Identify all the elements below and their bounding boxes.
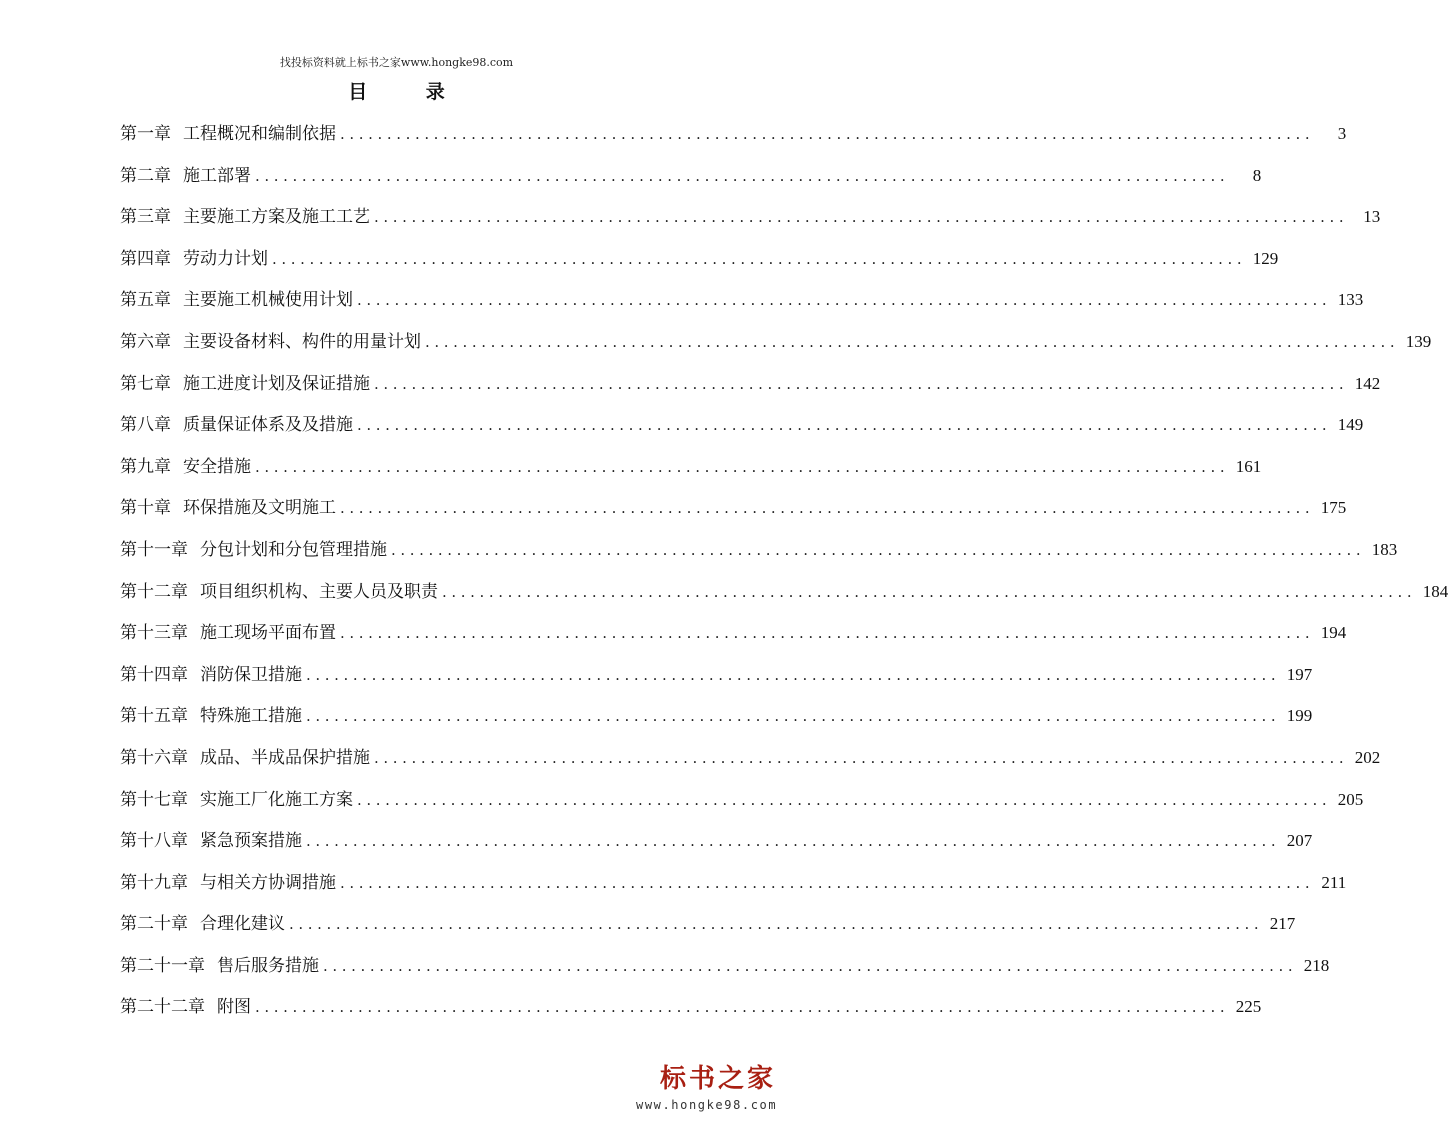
toc-chapter-title: 实施工厂化施工方案: [200, 789, 353, 810]
toc-dot-leader: ........................................................................................................: [289, 915, 1264, 934]
toc-dot-leader: ........................................................................................................: [306, 707, 1281, 726]
toc-dot-leader: ........................................................................................................: [272, 249, 1247, 268]
toc-chapter-number: 第十二章: [120, 581, 188, 602]
toc-page-number: 225: [1235, 997, 1262, 1017]
toc-chapter-title: 与相关方协调措施: [200, 872, 336, 893]
toc-dot-leader: ........................................................................................................: [255, 998, 1230, 1017]
toc-entry[interactable]: [120, 328, 1432, 370]
toc-entry[interactable]: [120, 619, 1347, 661]
toc-dot-leader: ........................................................................................................: [323, 956, 1298, 975]
toc-page-number: 8: [1252, 165, 1262, 185]
toc-entry[interactable]: [120, 952, 1330, 994]
toc-entry[interactable]: [120, 661, 1313, 703]
toc-chapter-number: 第六章: [120, 331, 171, 352]
toc-page-number: 142: [1354, 373, 1381, 393]
toc-entry[interactable]: [120, 910, 1296, 952]
toc-dot-leader: ........................................................................................................: [391, 540, 1366, 559]
toc-entry[interactable]: [120, 786, 1364, 828]
toc-chapter-title: 施工部署: [183, 165, 251, 186]
toc-chapter-title: 售后服务措施: [217, 955, 319, 976]
toc-chapter-number: 第四章: [120, 248, 171, 269]
toc-dot-leader: ........................................................................................................: [374, 374, 1349, 393]
toc-chapter-title: 附图: [217, 997, 251, 1018]
toc-page-number: 194: [1320, 623, 1347, 643]
toc-chapter-title: 施工现场平面布置: [200, 623, 336, 644]
toc-chapter-number: 第一章: [120, 124, 171, 144]
page-title: 目 录: [348, 81, 471, 103]
toc-dot-leader: ........................................................................................................: [340, 499, 1315, 518]
toc-page-number: 149: [1337, 415, 1364, 435]
toc-entry[interactable]: [120, 286, 1364, 328]
toc-chapter-number: 第十七章: [120, 789, 188, 810]
toc-page-number: 205: [1337, 789, 1364, 809]
toc-dot-leader: ........................................................................................................: [357, 291, 1332, 310]
toc-dot-leader: ........................................................................................................: [374, 208, 1349, 227]
toc-page-number: 3: [1337, 124, 1347, 143]
toc-entry[interactable]: [120, 494, 1347, 536]
toc-entry[interactable]: [120, 993, 1262, 1035]
toc-entry[interactable]: [120, 370, 1381, 412]
toc-dot-leader: ........................................................................................................: [374, 748, 1349, 767]
toc-page-number: 129: [1252, 248, 1279, 268]
toc-chapter-number: 第三章: [120, 207, 171, 228]
toc-dot-leader: ........................................................................................................: [255, 457, 1230, 476]
toc-chapter-title: 合理化建议: [200, 914, 285, 935]
toc-dot-leader: ........................................................................................................: [425, 332, 1400, 351]
toc-dot-leader: ........................................................................................................: [442, 582, 1417, 601]
logo-wordmark: 标书之家: [660, 1064, 777, 1094]
toc-chapter-number: 第十九章: [120, 872, 188, 893]
toc-chapter-number: 第二章: [120, 165, 171, 186]
toc-page-number: 183: [1371, 539, 1398, 559]
toc-entry[interactable]: [120, 245, 1279, 287]
toc-chapter-title: 工程概况和编制依据: [183, 124, 336, 144]
toc-page-number: 175: [1320, 498, 1347, 518]
toc-entry[interactable]: [120, 203, 1381, 245]
logo-url: www.hongke98.com: [636, 1098, 778, 1112]
toc-chapter-number: 第十八章: [120, 831, 188, 852]
toc-dot-leader: ........................................................................................................: [255, 166, 1230, 185]
brand-logo: [636, 1063, 786, 1115]
toc-chapter-title: 劳动力计划: [183, 248, 268, 269]
toc-chapter-number: 第十四章: [120, 664, 188, 685]
toc-page-number: 218: [1303, 955, 1330, 975]
toc-dot-leader: ........................................................................................................: [340, 125, 1315, 143]
toc-entry[interactable]: [120, 702, 1313, 744]
toc-page-number: 199: [1286, 706, 1313, 726]
toc-page-number: 139: [1405, 331, 1432, 351]
toc-dot-leader: ........................................................................................................: [357, 416, 1332, 435]
toc-chapter-number: 第二十一章: [120, 955, 205, 976]
toc-entry[interactable]: [120, 536, 1398, 578]
toc-chapter-number: 第二十二章: [120, 997, 205, 1018]
toc-entry[interactable]: [120, 827, 1313, 869]
toc-page-number: 161: [1235, 456, 1262, 476]
toc-chapter-number: 第八章: [120, 415, 171, 436]
toc-entry[interactable]: [120, 411, 1364, 453]
toc-chapter-number: 第十一章: [120, 539, 188, 560]
toc-entry[interactable]: [120, 744, 1381, 786]
toc-chapter-title: 环保措施及文明施工: [183, 498, 336, 519]
toc-entry[interactable]: [120, 162, 1262, 204]
toc-chapter-number: 第七章: [120, 373, 171, 394]
table-of-contents: [120, 120, 1448, 1035]
toc-chapter-title: 主要设备材料、构件的用量计划: [183, 331, 421, 352]
toc-page-number: 207: [1286, 831, 1313, 851]
toc-chapter-title: 质量保证体系及及措施: [183, 415, 353, 436]
toc-dot-leader: ........................................................................................................: [306, 665, 1281, 684]
header-watermark-note: 找投标资料就上标书之家www.hongke98.com: [279, 56, 514, 69]
toc-chapter-title: 成品、半成品保护措施: [200, 747, 370, 768]
toc-chapter-number: 第九章: [120, 456, 171, 477]
toc-page-number: 211: [1321, 872, 1347, 892]
toc-chapter-title: 主要施工机械使用计划: [183, 290, 353, 311]
toc-dot-leader: ........................................................................................................: [340, 873, 1315, 892]
toc-chapter-number: 第十章: [120, 498, 171, 519]
toc-dot-leader: ........................................................................................................: [340, 624, 1315, 643]
toc-entry[interactable]: [120, 578, 1448, 620]
toc-page-number: 202: [1354, 747, 1381, 767]
toc-chapter-number: 第十六章: [120, 747, 188, 768]
toc-chapter-title: 特殊施工措施: [200, 706, 302, 727]
toc-dot-leader: ........................................................................................................: [306, 832, 1281, 851]
toc-page-number: 184: [1422, 581, 1448, 601]
toc-chapter-title: 安全措施: [183, 456, 251, 477]
toc-chapter-title: 主要施工方案及施工工艺: [183, 207, 370, 228]
toc-chapter-title: 紧急预案措施: [200, 831, 302, 852]
toc-chapter-title: 消防保卫措施: [200, 664, 302, 685]
toc-page-number: 133: [1337, 290, 1364, 310]
toc-page-number: 197: [1286, 664, 1313, 684]
toc-chapter-title: 施工进度计划及保证措施: [183, 373, 370, 394]
toc-entry[interactable]: [120, 120, 1347, 162]
toc-chapter-number: 第十五章: [120, 706, 188, 727]
toc-page-number: 13: [1363, 207, 1381, 227]
toc-entry[interactable]: [120, 453, 1262, 495]
toc-chapter-title: 项目组织机构、主要人员及职责: [200, 581, 438, 602]
toc-dot-leader: ........................................................................................................: [357, 790, 1332, 809]
toc-chapter-number: 第二十章: [120, 914, 188, 935]
toc-page-number: 217: [1269, 914, 1296, 934]
toc-entry[interactable]: [120, 869, 1347, 911]
toc-chapter-number: 第十三章: [120, 623, 188, 644]
toc-chapter-title: 分包计划和分包管理措施: [200, 539, 387, 560]
toc-chapter-number: 第五章: [120, 290, 171, 311]
